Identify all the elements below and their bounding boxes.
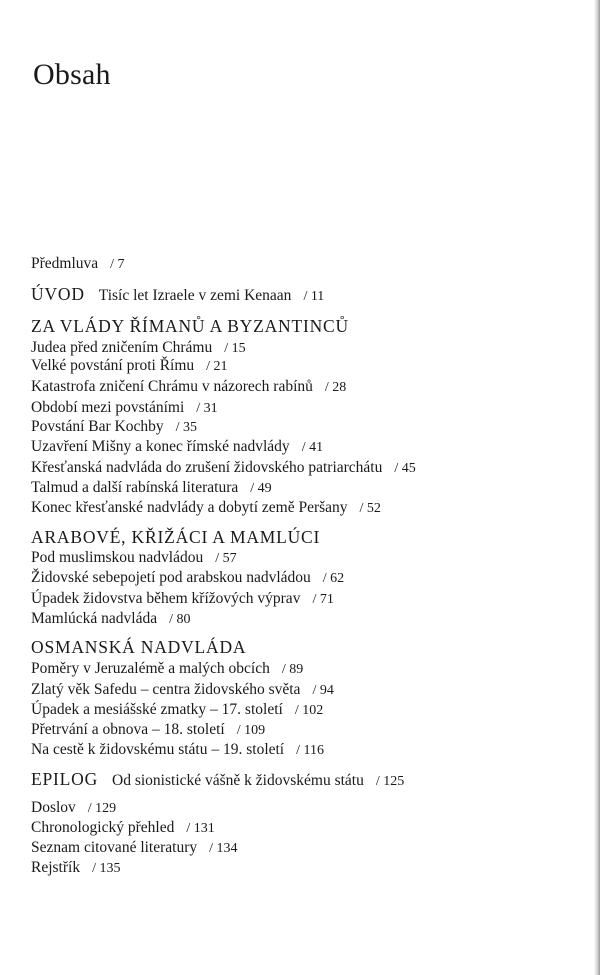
entry-page: / 89	[281, 662, 304, 677]
entry-label: Křesťanská nadvláda do zrušení židovského patriarchátu	[31, 459, 383, 476]
entry-label: Uzavření Mišny a konec římské nadvlády	[31, 438, 290, 455]
entry-page: / 31	[196, 401, 218, 416]
entry-label: Zlatý věk Safedu – centra židovského světa	[31, 681, 301, 698]
entry-label: Rejstřík	[31, 859, 81, 876]
toc-entry	[31, 860, 120, 876]
entry-page: / 116	[296, 743, 324, 758]
toc-entry	[31, 840, 238, 856]
toc-entry	[31, 480, 272, 496]
entry-label: Pod muslimskou nadvládou	[31, 549, 204, 566]
entry-page: / 62	[322, 571, 345, 586]
toc-entry	[31, 611, 191, 627]
entry-page: / 28	[324, 380, 347, 395]
toc-section-heading-3: OSMANSKÁ NADVLÁDA	[31, 637, 247, 657]
entry-page: / 57	[215, 551, 237, 566]
toc-entry	[31, 439, 323, 455]
toc-entry	[31, 800, 116, 816]
entry-label: Mamlúcká nadvláda	[31, 610, 158, 627]
entry-page: / 21	[206, 359, 228, 374]
page-title: Obsah	[33, 58, 111, 91]
entry-page: / 80	[169, 612, 191, 627]
entry-label: Doslov	[31, 799, 76, 816]
entry-page: / 109	[236, 723, 266, 738]
entry-label: Úpadek židovstva během křížových výprav	[31, 590, 301, 607]
toc-section-heading-2: ARABOVÉ, KŘIŽÁCI A MAMLÚCI	[31, 527, 321, 547]
entry-page: / 102	[294, 703, 324, 718]
toc-entry	[31, 722, 265, 738]
toc-entry	[31, 661, 303, 677]
toc-entry	[31, 742, 324, 758]
entry-page: / 41	[301, 440, 324, 455]
entry-label: Židovské sebepojetí pod arabskou nadvládou	[31, 569, 311, 586]
toc-section-uvod	[31, 286, 324, 304]
entry-page: / 131	[186, 821, 215, 836]
toc-entry	[31, 682, 334, 698]
entry-label: Seznam citované literatury	[31, 839, 198, 856]
entry-label: Poměry v Jeruzalémě a malých obcích	[31, 660, 270, 677]
section-subtitle: Tisíc let Izraele v zemi Kenaan	[98, 287, 292, 304]
toc-entry	[31, 820, 215, 836]
toc-entry-predmluva	[31, 256, 125, 272]
entry-page: / 135	[92, 861, 121, 876]
section-subtitle: Od sionistické vášně k židovskému státu	[112, 772, 364, 789]
section-label: ÚVOD	[31, 284, 85, 304]
entry-page: / 11	[303, 289, 325, 304]
entry-label: Chronologický přehled	[31, 819, 175, 836]
entry-page: / 134	[209, 841, 238, 856]
toc-entry	[31, 570, 344, 586]
entry-label: Konec křesťanské nadvlády a dobytí země Peršany	[31, 499, 348, 516]
entry-page: / 52	[359, 501, 381, 516]
entry-label: Velké povstání proti Římu	[31, 357, 195, 374]
entry-label: Judea před zničením Chrámu	[31, 339, 213, 356]
toc-entry	[31, 379, 346, 395]
toc-entry	[31, 591, 334, 607]
entry-label: Katastrofa zničení Chrámu v názorech rabínů	[31, 378, 313, 395]
entry-label: Talmud a další rabínská literatura	[31, 479, 239, 496]
entry-label: Období mezi povstáními	[31, 399, 185, 416]
entry-page: / 49	[250, 481, 272, 496]
entry-page: / 15	[224, 341, 246, 356]
toc-entry	[31, 419, 197, 435]
entry-label: Přetrvání a obnova – 18. století	[31, 721, 225, 738]
page-edge-shadow	[594, 0, 600, 975]
entry-page: / 45	[394, 461, 416, 476]
toc-entry	[31, 550, 237, 566]
toc-entry	[31, 400, 218, 416]
entry-page: / 71	[312, 592, 334, 607]
entry-page: / 35	[175, 420, 197, 435]
toc-section-heading-1: ZA VLÁDY ŘÍMANŮ A BYZANTINCŮ	[31, 316, 349, 336]
toc-entry	[31, 358, 228, 374]
toc-entry	[31, 340, 246, 356]
toc-section-epilog	[31, 771, 404, 789]
entry-page: / 125	[375, 774, 405, 789]
entry-label: Povstání Bar Kochby	[31, 418, 164, 435]
toc-entry	[31, 702, 323, 718]
entry-label: Předmluva	[31, 255, 99, 272]
entry-page: / 7	[110, 257, 125, 272]
entry-label: Úpadek a mesiášské zmatky – 17. století	[31, 701, 283, 718]
entry-label: Na cestě k židovskému státu – 19. století	[31, 741, 285, 758]
toc-entry	[31, 500, 381, 516]
entry-page: / 129	[87, 801, 117, 816]
entry-page: / 94	[312, 683, 334, 698]
section-label: EPILOG	[31, 769, 99, 789]
toc-entry	[31, 460, 416, 476]
